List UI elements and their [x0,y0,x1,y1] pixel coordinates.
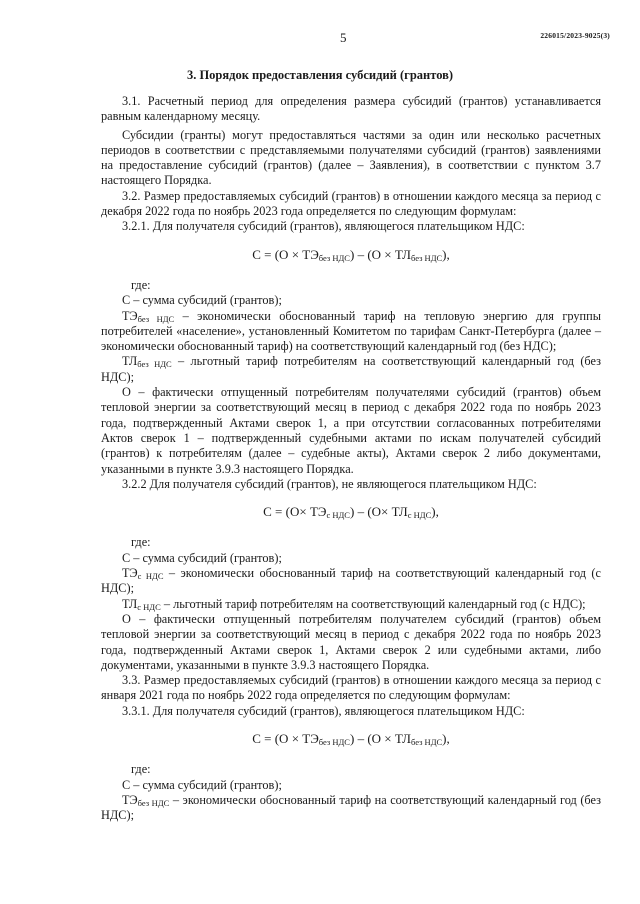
where-label: где: [131,277,151,292]
paragraph-3-1: 3.1. Расчетный период для определения размера субсидий (грантов) устанавливается равным календарному месяцу. [101,94,601,124]
definition-c: С – сумма субсидий (грантов); [122,293,282,308]
definition-tl: $ТЛ_{с НДС}$ – льготный тариф потребителям на соответствующий календарный год (с НДС); [122,596,586,612]
formula-3-2-2: $С = (О\times ТЭ_{с НДС}) - (О\times ТЛ_{с НДС})$, [263,504,439,521]
paragraph-subsidies-parts: Субсидии (гранты) могут предоставляться частями за один или несколько расчетных периодов в соответствии с представляемыми получателями субсидий (грантов) заявлениями на предоставление субсидий (грантов) (далее – Заявления), в соответствии с пунктом 3.7 настоящего Порядка. [101,127,601,188]
formula-3-3-1: $С = (О \times ТЭ_{без НДС}) - (О \times ТЛ_{без НДС})$, [252,730,450,747]
paragraph-3-3-1: 3.3.1. Для получателя субсидий (грантов), являющегося плательщиком НДС: [122,703,525,718]
document-number: 226015/2023-9025(3) [540,31,610,40]
where-label: где: [131,762,151,777]
formula-3-2-1: $С = (О \times ТЭ_{без НДС}) - (О \times ТЛ_{без НДС})$, [252,246,450,263]
definition-tl: $ТЛ_{без НДС}$ – льготный тариф потребителям на соответствующий календарный год (без НДС); [101,354,601,384]
where-label: где: [131,535,151,550]
definition-te: $ТЭ_{с НДС}$ – экономически обоснованный тариф на соответствующий календарный год (с НДС); [101,566,601,596]
definition-o: О – фактически отпущенный потребителям получателями субсидий (грантов) объем тепловой энергии за соответствующий месяц в период с декабря 2022 года по ноябрь 2023 года, подтвержденный Актами сверок 1, а при отсутствии согласованных потребителями Актов сверок 1 – подтвержденный судебными актами по искам получателей субсидий (грантов) к потребителям (далее – судебные акты), Актами сверок 2 либо документами, указанными в пункте 3.9.3 настоящего Порядка. [101,385,601,476]
definition-c: С – сумма субсидий (грантов); [122,777,282,792]
paragraph-3-2: 3.2. Размер предоставляемых субсидий (грантов) в отношении каждого месяца за период с декабря 2022 года по ноябрь 2023 года определяется по следующим формулам: [101,188,601,219]
definition-c: С – сумма субсидий (грантов); [122,550,282,565]
page-number: 5 [340,30,347,45]
paragraph-3-2-1: 3.2.1. Для получателя субсидий (грантов), являющегося плательщиком НДС: [122,219,525,234]
definition-te: $ТЭ_{без НДС}$ – экономически обоснованный тариф на соответствующий календарный год (без НДС); [101,792,601,823]
document-body [101,94,601,823]
definition-te: $ТЭ_{без НДС}$ – экономически обоснованный тариф на тепловую энергию для группы потребителей «население», установленный Комитетом по тарифам Санкт-Петербурга (далее – экономически обоснованный тариф) на соответствующий календарный год (без НДС); [101,308,601,354]
section-title: 3. Порядок предоставления субсидий (грантов) [186,68,454,82]
paragraph-3-3: 3.3. Размер предоставляемых субсидий (грантов) в отношении каждого месяца за период с января 2021 года по ноябрь 2022 года определяется по следующим формулам: [101,673,601,703]
paragraph-3-2-2: 3.2.2 Для получателя субсидий (грантов), не являющегося плательщиком НДС: [122,476,537,491]
definition-o: О – фактически отпущенный потребителям получателем субсидий (грантов) объем тепловой энергии за соответствующий месяц в период с декабря 2022 года по ноябрь 2023 года, подтвержденный Актами сверок 1, Актами сверок 2 или судебными актами, либо документами, указанными в пункте 3.9.3 настоящего Порядка. [101,611,601,672]
